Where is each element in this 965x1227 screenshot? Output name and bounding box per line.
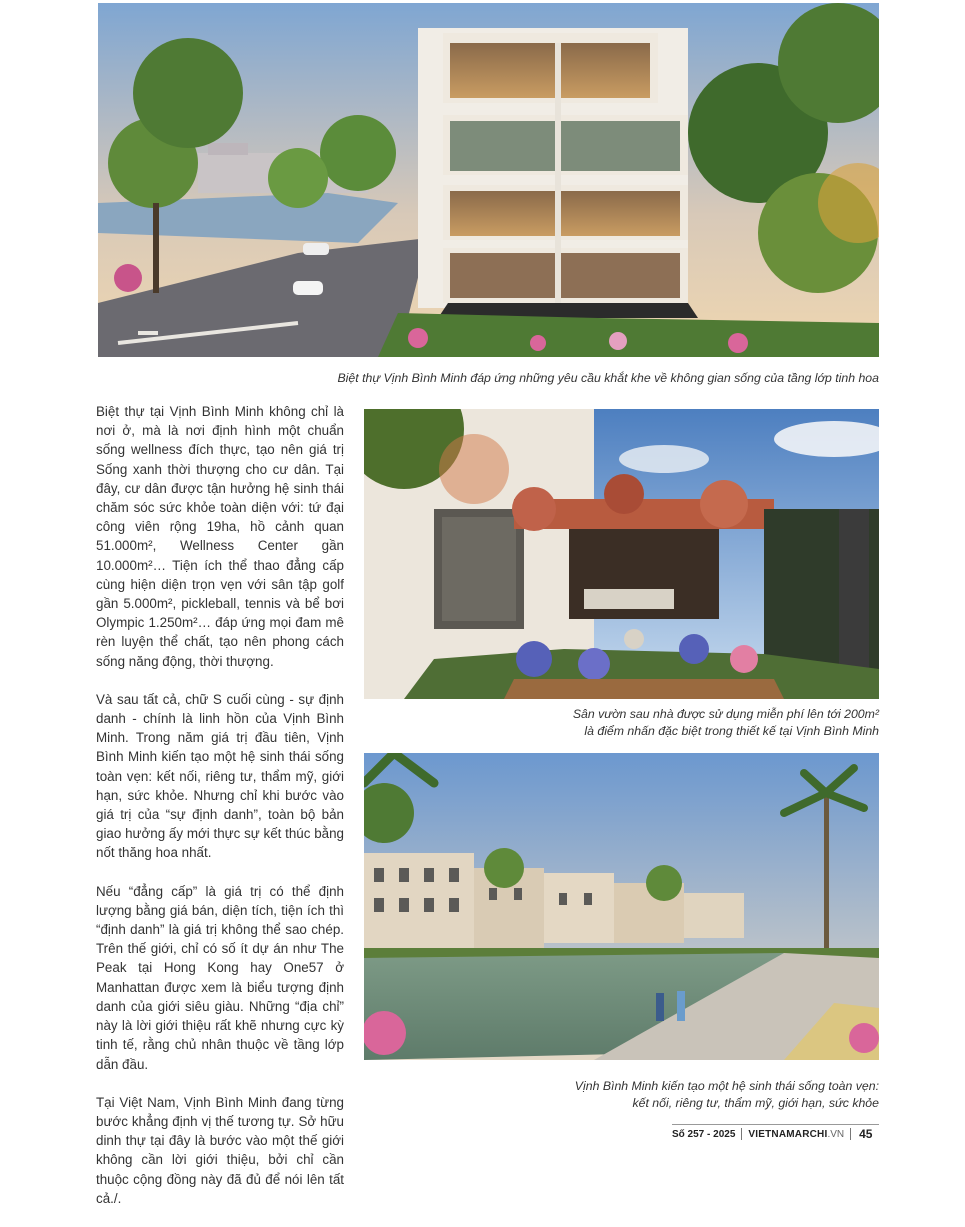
garden-caption-line2: là điểm nhấn đặc biệt trong thiết kế tại Vịnh Bình Minh (584, 724, 879, 738)
paragraph-4: Tại Việt Nam, Vịnh Bình Minh đang từng bước khẳng định vị thế tương tự. Sở hữu dinh thự tại đây là bước vào một thế giới không cần lời giới thiệu, bởi chỉ cần thuộc cộng đồng này đã đủ để nói lên tất cả./. (96, 1094, 344, 1206)
paragraph-3: Nếu “đẳng cấp” là giá trị có thể định lượng bằng giá bán, diện tích, tiện ích thì “định danh” là giá trị không thể sao chép. Trên thế giới, chỉ có số ít dự án như The Peak tại Hong Kong hay One57 ở Manhattan được xem là biểu tượng định danh của giới siêu giàu. Những “địa chỉ” này là lời giới thiệu rất khẽ nhưng cực kỳ tinh tế, rằng chủ nhân thuộc về tầng lớp dẫn đầu. (96, 883, 344, 1072)
site-domain: .VN (827, 1128, 845, 1140)
lake-caption-line2: kết nối, riêng tư, thẩm mỹ, giới hạn, sức khỏe (632, 1096, 879, 1110)
paragraph-1: Biệt thự tại Vịnh Bình Minh không chỉ là nơi ở, mà là nơi định hình một chuẩn sống wellness đích thực, tạo nên giá trị Sống xanh thời thượng cho cư dân. Tại đây, cư dân được tận hưởng hệ sinh thái chăm sóc sức khỏe toàn diện với: tứ đại công viên rộng 19ha, hồ cảnh quan 51.000m², Wellness Center gần 10.000m²… Tiện ích thể thao đẳng cấp cùng hiện diện trọn vẹn với sân tập golf gần 5.000m², pickleball, tennis và bể bơi Olympic 1.250m²… đáp ứng mọi đam mê rèn luyện thể chất, tạo nên phong cách sống năng động, thời thượng. (96, 404, 344, 669)
page-footer (672, 1125, 879, 1143)
lake-caption (364, 1078, 879, 1112)
issue-number: Số 257 - 2025 (672, 1128, 736, 1140)
footer-separator (741, 1128, 742, 1140)
lakeside-promenade-photo (364, 753, 879, 1060)
garden-caption-line1: Sân vườn sau nhà được sử dụng miễn phí lên tới 200m² (572, 707, 879, 721)
site-name: VIETNAMARCHI (748, 1128, 828, 1140)
garden-caption (364, 706, 879, 740)
footer-separator-2 (850, 1128, 851, 1140)
lake-caption-line1: Vịnh Bình Minh kiến tạo một hệ sinh thái sống toàn vẹn: (574, 1079, 879, 1093)
article-body (96, 402, 344, 1227)
villa-cutaway-photo (98, 3, 879, 357)
hero-caption (98, 370, 879, 387)
hero-caption-text: Biệt thự Vịnh Bình Minh đáp ứng những yêu cầu khắt khe về không gian sống của tầng lớp tinh hoa (337, 371, 879, 385)
backyard-garden-photo (364, 409, 879, 699)
paragraph-2: Và sau tất cả, chữ S cuối cùng - sự định danh - chính là linh hồn của Vịnh Bình Minh. Trong năm giá trị đầu tiên, Vịnh Bình Minh kiến tạo một hệ sinh thái sống toàn vẹn: kết nối, riêng tư, thẩm mỹ, giới hạn, sức khỏe. Nhưng chỉ khi bước vào giá trị của “sự định danh”, toàn bộ bản giao hưởng ấy mới thực sự kết thúc bằng nốt thăng hoa nhất. (96, 691, 344, 861)
page-number: 45 (859, 1127, 873, 1141)
